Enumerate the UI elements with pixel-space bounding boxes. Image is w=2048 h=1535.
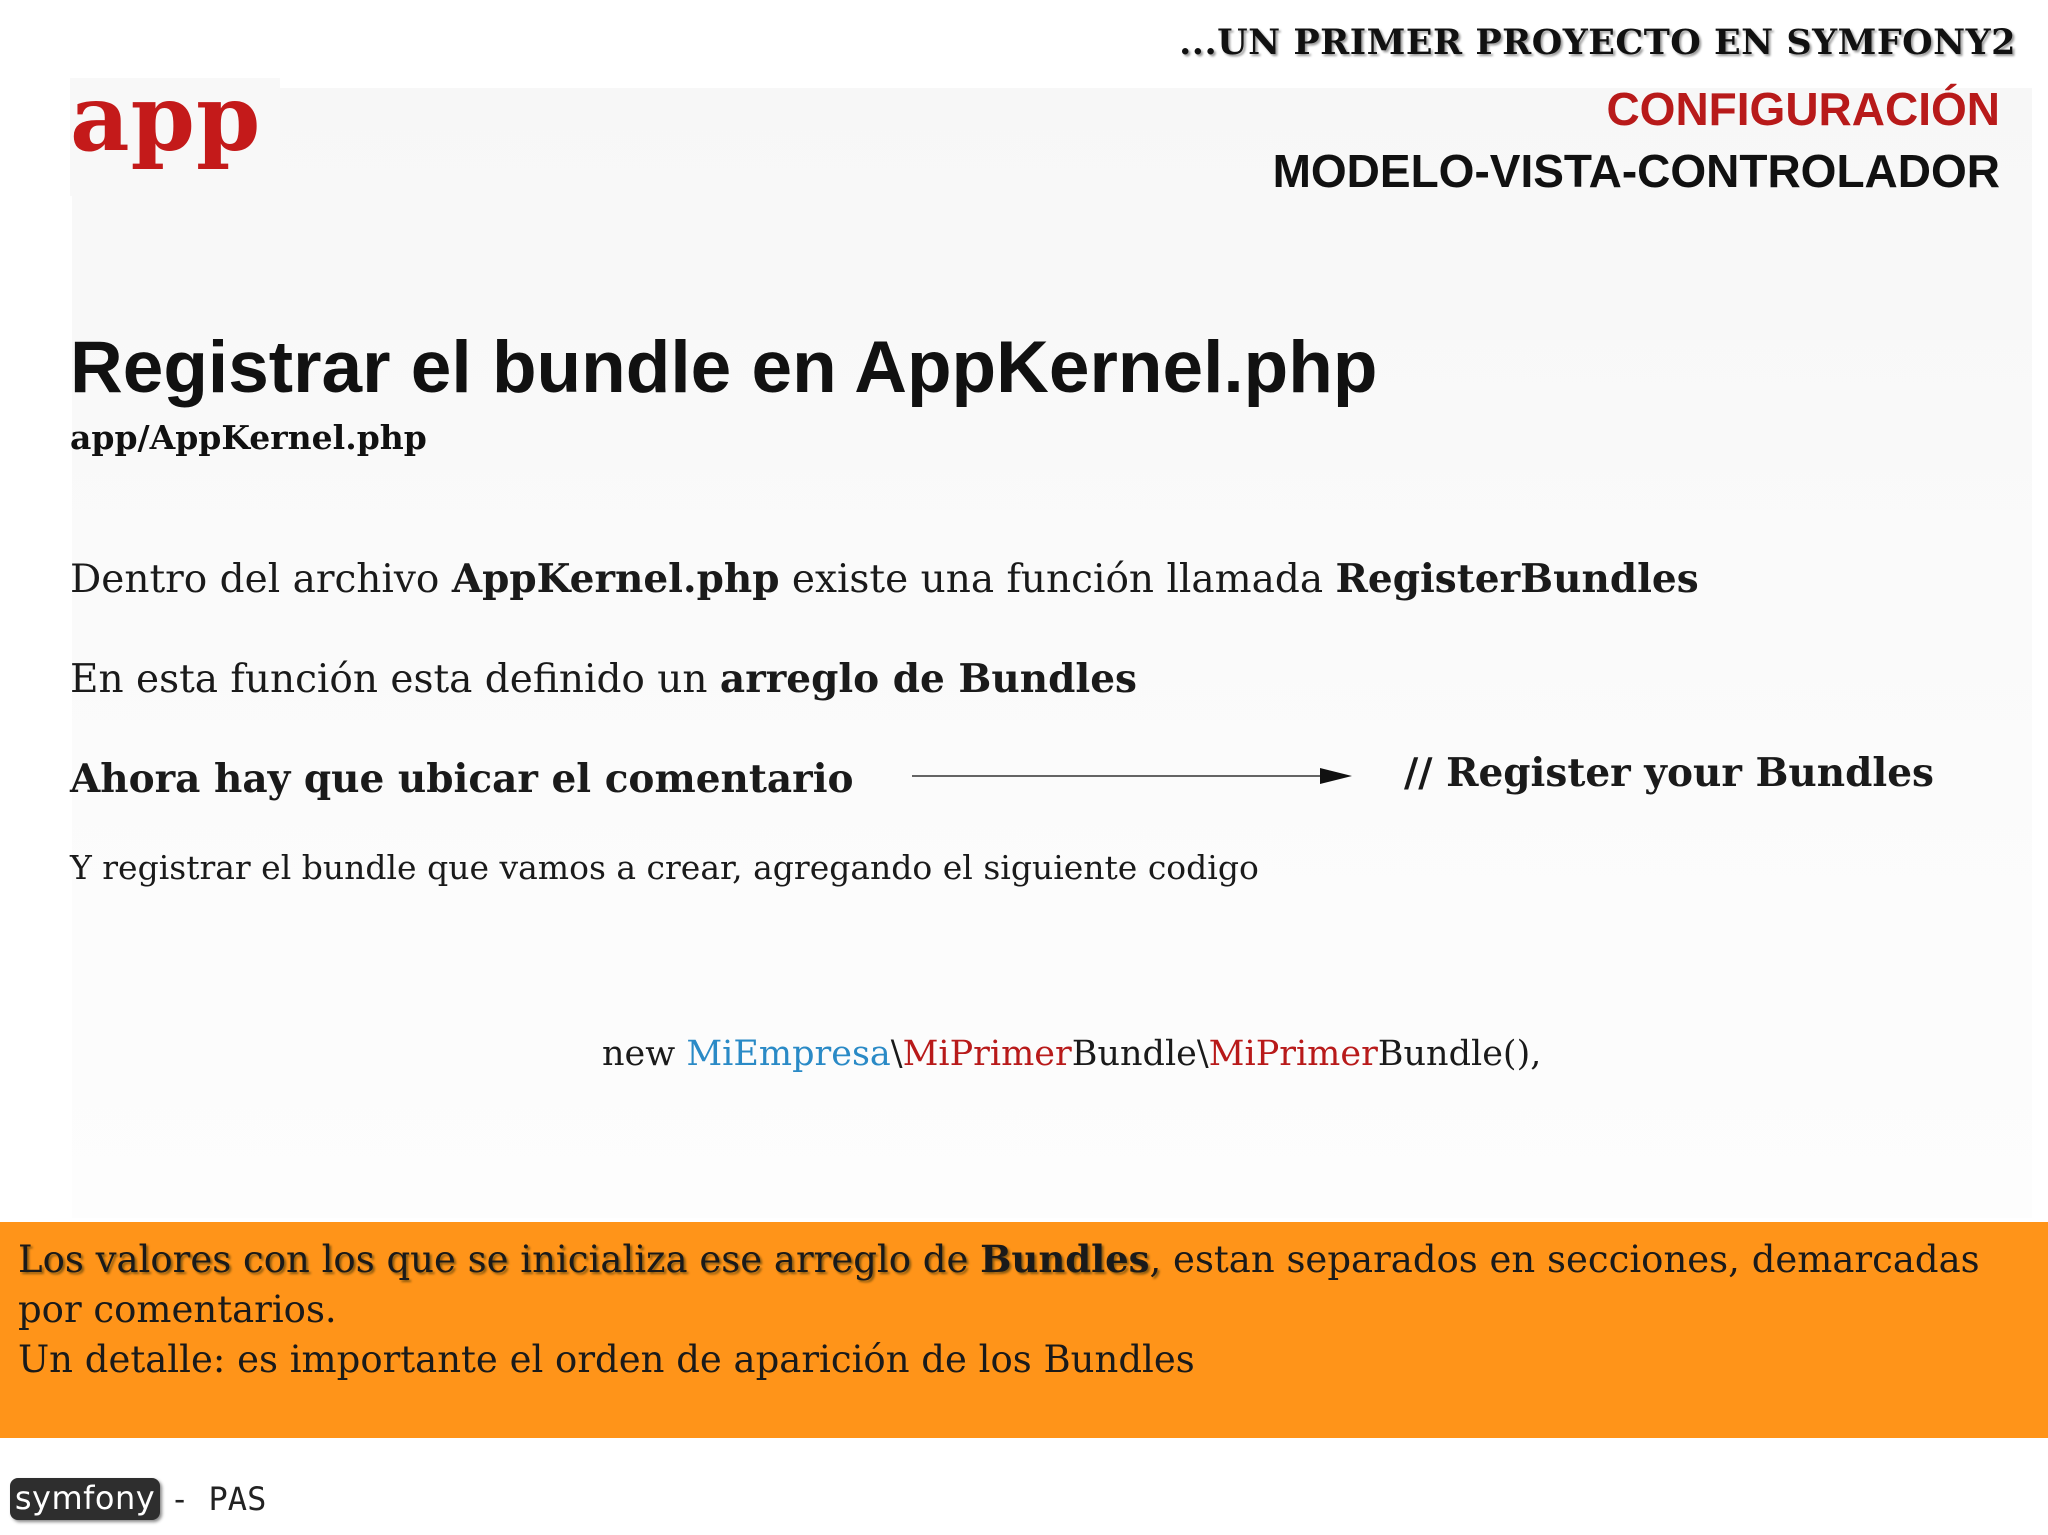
app-logo xyxy=(70,64,280,196)
body-line-1-text-a: Dentro del archivo xyxy=(70,557,452,602)
symfony-logo xyxy=(10,1478,160,1520)
body-line-2-bold: arreglo de Bundles xyxy=(719,656,1137,702)
body-line-1-text-b: existe una función llamada xyxy=(779,557,1336,602)
code-bundle-name-1: MiPrimer xyxy=(902,1034,1072,1074)
note-line-2: Un detalle: es importante el orden de aparición de los Bundles xyxy=(18,1338,1195,1381)
page-subtitle: app/AppKernel.php xyxy=(70,418,427,457)
register-bundles-comment: // Register your Bundles xyxy=(1404,750,1934,796)
body-line-1-bold-b: RegisterBundles xyxy=(1335,556,1699,602)
footer-author: - PAS xyxy=(170,1480,267,1518)
code-separator-1: \ xyxy=(890,1034,903,1074)
note-text-b: estan separados en secciones, demarcadas por comentarios. xyxy=(18,1238,1980,1331)
code-separator-2: \ xyxy=(1196,1034,1209,1074)
body-line-1 xyxy=(70,556,1699,602)
note-text-a: Los valores con los que se inicializa ese arreglo de xyxy=(18,1238,981,1281)
note-comma: , xyxy=(1149,1238,1162,1281)
right-arrow-icon xyxy=(912,764,1352,788)
code-namespace: MiEmpresa xyxy=(686,1034,891,1074)
app-logo-text: app xyxy=(70,64,262,172)
note-line-1 xyxy=(18,1234,1998,1335)
body-line-3: Ahora hay que ubicar el comentario xyxy=(70,756,854,802)
note-text xyxy=(18,1234,1998,1385)
header-section: CONFIGURACIÓN xyxy=(1606,83,2000,135)
note-bold: Bundles xyxy=(980,1237,1150,1281)
code-prefix: new xyxy=(602,1034,687,1074)
page-title: Registrar el bundle en AppKernel.php xyxy=(70,327,1378,408)
symfony-logo-text: symfony xyxy=(14,1479,156,1517)
code-snippet xyxy=(602,1034,1541,1074)
header-top-line: ...UN PRIMER PROYECTO EN SYMFONY2 xyxy=(1179,22,2016,63)
header-subsection: MODELO-VISTA-CONTROLADOR xyxy=(1272,145,2000,197)
code-word-1: Bundle xyxy=(1071,1034,1197,1074)
body-line-4: Y registrar el bundle que vamos a crear, agregando el siguiente codigo xyxy=(70,848,1259,887)
arrow-connector xyxy=(912,764,1352,788)
code-bundle-name-2: MiPrimer xyxy=(1208,1034,1378,1074)
body-line-2 xyxy=(70,656,1137,702)
code-word-2: Bundle(), xyxy=(1377,1034,1542,1074)
body-line-1-bold-a: AppKernel.php xyxy=(451,556,780,602)
body-line-2-text: En esta función esta definido un xyxy=(70,657,720,702)
